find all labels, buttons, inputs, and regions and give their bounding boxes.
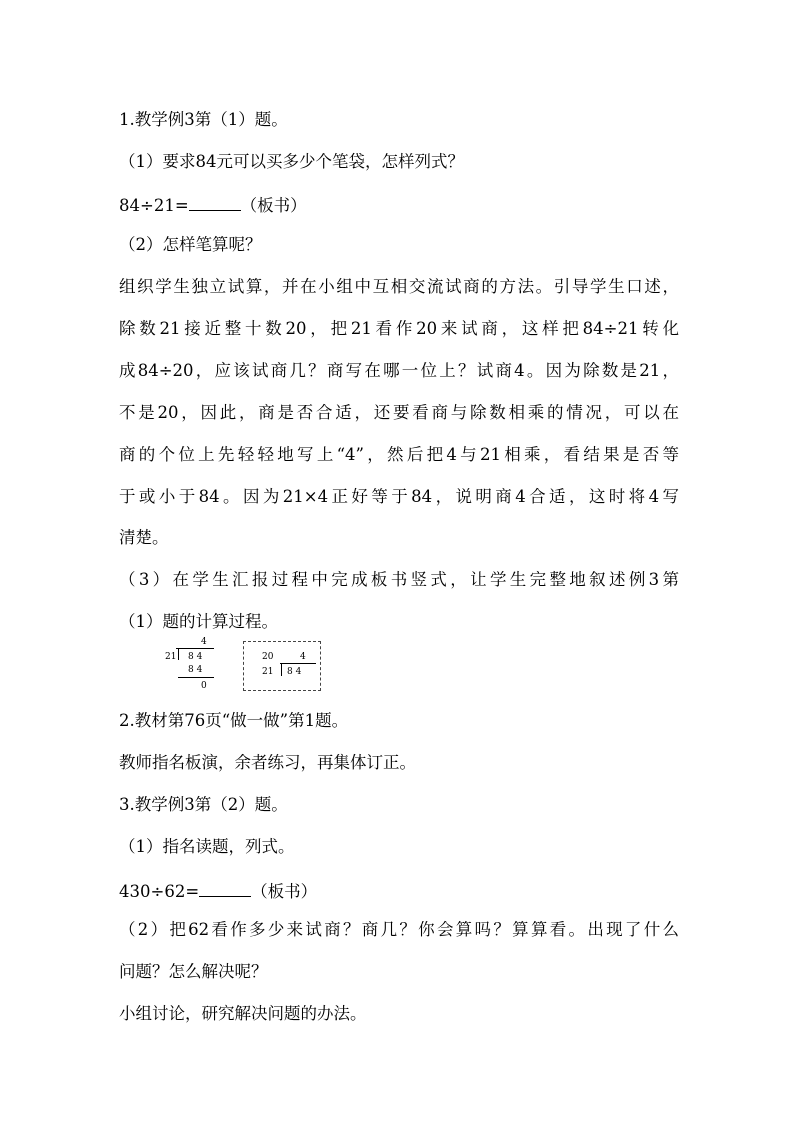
quotient: 4 [300,652,306,662]
paragraph-line: （1）题的计算过程。 [119,612,278,631]
section-heading-3: 3.教学例3第（2）题。 [119,795,288,814]
paragraph-line: 小组讨论，研究解决问题的办法。 [119,1004,367,1023]
question-line: （2）怎样笔算呢？ [119,235,262,254]
trial-division-box [243,641,321,691]
paragraph-line: 组织学生独立试算，并在小组中互相交流试商的方法。引导学生口述， [119,277,679,296]
subtraction-line [178,677,214,678]
answer-blank [189,192,241,211]
paragraph-line: 不是20，因此，商是否合适，还要看商与除数相乘的情况，可以在 [119,403,679,422]
paragraph-line: 除数21接近整十数20，把21看作20来试商，这样把84÷21转化 [119,319,679,338]
paragraph-line: 商的个位上先轻轻地写上“4”，然后把4与21相乘，看结果是否等 [119,445,679,464]
product: 8 4 [188,665,203,675]
question-line: （1）指名读题，列式。 [119,837,295,856]
long-division-trial [262,650,318,682]
section-heading-1: 1.教学例3第（1）题。 [119,110,288,129]
answer-blank [199,878,251,897]
divisor: 21 [165,652,177,662]
dividend: 8 4 [188,652,203,662]
paragraph-line: 清楚。 [119,528,169,547]
division-bar [280,663,316,664]
equation-line-2: 430÷62= （板书） [119,878,679,903]
equation-line-1: 84÷21= （板书） [119,192,679,217]
quotient: 4 [201,637,207,647]
remainder: 0 [201,681,207,691]
trial-divisor: 20 [262,652,274,662]
question-line: （2）把62看作多少来试商？商几？你会算吗？算算看。出现了什么 [119,920,679,939]
question-line: （1）要求84元可以买多少个笔袋，怎样列式？ [119,152,464,171]
paragraph-line: 于或小于84。因为21×4正好等于84，说明商4合适，这时将4写 [119,487,679,506]
division-bar [176,648,214,649]
divisor: 21 [262,667,274,677]
dividend: 8 4 [287,667,302,677]
question-line: 问题？怎么解决呢？ [119,962,268,981]
paragraph-line: 教师指名板演，余者练习，再集体订正。 [119,753,416,772]
division-bracket [178,648,179,660]
section-heading-2: 2.教材第76页“做一做”第1题。 [119,711,349,730]
paragraph-line: （3）在学生汇报过程中完成板书竖式，让学生完整地叙述例3第 [119,570,679,589]
paragraph-line: 成84÷20，应该试商几？商写在哪一位上？试商4。因为除数是21， [119,361,679,380]
long-division-complete [160,636,220,694]
division-bracket [281,663,282,676]
